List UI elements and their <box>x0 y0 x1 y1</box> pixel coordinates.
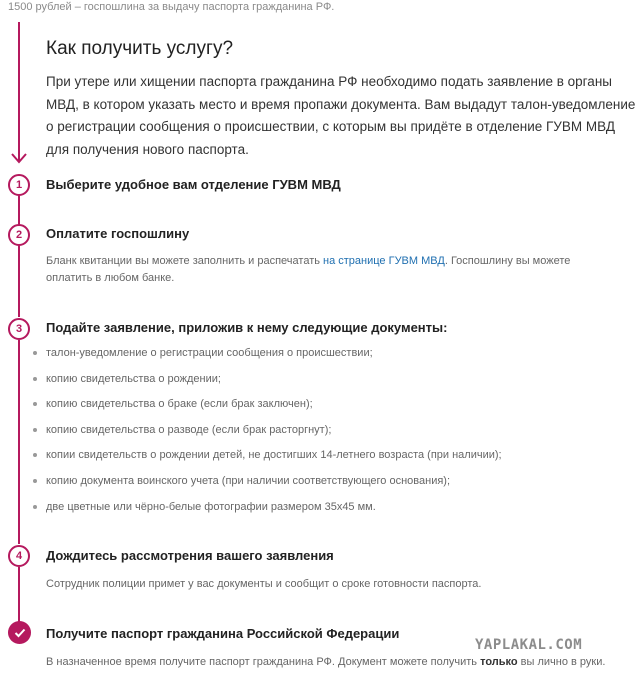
list-item: копии свидетельств о рождении детей, не достигших 14-летнего возраста (при наличии); <box>33 446 502 472</box>
step-2-marker: 2 <box>8 224 30 246</box>
step-3-title: Подайте заявление, приложив к нему следующие документы: <box>46 320 448 335</box>
checkmark-icon <box>14 628 26 638</box>
required-documents-list <box>33 344 502 523</box>
list-item: копию свидетельства о разводе (если брак расторгнут); <box>33 421 502 447</box>
passport-fee-note: 1500 рублей – госпошлина за выдачу паспорта гражданина РФ. <box>8 1 335 13</box>
step-complete-marker <box>8 621 31 644</box>
page-title: Как получить услугу? <box>46 38 234 59</box>
list-item: копию свидетельства о рождении; <box>33 370 502 396</box>
step-2-text-start: Бланк квитанции вы можете заполнить и распечатать <box>46 255 324 267</box>
list-item: талон-уведомление о регистрации сообщения о происшествии; <box>33 344 502 370</box>
guvm-page-link[interactable]: на странице ГУВМ МВД <box>323 255 445 267</box>
list-item: копию документа воинского учета (при наличии соответствующего основания); <box>33 472 502 498</box>
step-final-title: Получите паспорт гражданина Российской Федерации <box>46 626 400 641</box>
step-2-text-end: . Госпошлину вы можете оплатить в любом банке. <box>46 255 571 284</box>
step-4-text: Сотрудник полиции примет у вас документы и сообщит о сроке готовности паспорта. <box>46 578 482 590</box>
step-final-text <box>46 654 606 671</box>
step-2-text <box>46 253 606 287</box>
list-item: копию свидетельства о браке (если брак заключен); <box>33 395 502 421</box>
list-item: две цветные или чёрно-белые фотографии размером 35х45 мм. <box>33 498 502 524</box>
step-2-title: Оплатите госпошлину <box>46 226 190 241</box>
timeline-rail <box>18 245 20 317</box>
emphasis-only: только <box>480 656 518 668</box>
site-watermark: YAPLAKAL.COM <box>475 637 583 653</box>
timeline-rail <box>18 195 20 225</box>
intro-paragraph: При утере или хищении паспорта гражданина РФ необходимо подать заявление в органы МВД, в котором указать место и время пропажи документа. Вам выдадут талон-уведомление о регистрации сообщения о происшествии, с которым вы придёте в отделение ГУВМ МВД для получения нового паспорта. <box>46 74 636 157</box>
arrow-down-icon <box>11 152 27 164</box>
timeline-rail <box>18 22 20 162</box>
step-final-text-start: В назначенное время получите паспорт гражданина РФ. Документ можете получить <box>46 656 481 668</box>
step-final-text-end: вы лично в руки. <box>517 656 606 668</box>
step-1-marker: 1 <box>8 174 30 196</box>
step-4-title: Дождитесь рассмотрения вашего заявления <box>46 548 334 563</box>
timeline-rail <box>18 340 20 544</box>
step-3-marker: 3 <box>8 318 30 340</box>
step-4-marker: 4 <box>8 545 30 567</box>
timeline-rail <box>18 567 20 622</box>
step-1-title: Выберите удобное вам отделение ГУВМ МВД <box>46 177 341 192</box>
